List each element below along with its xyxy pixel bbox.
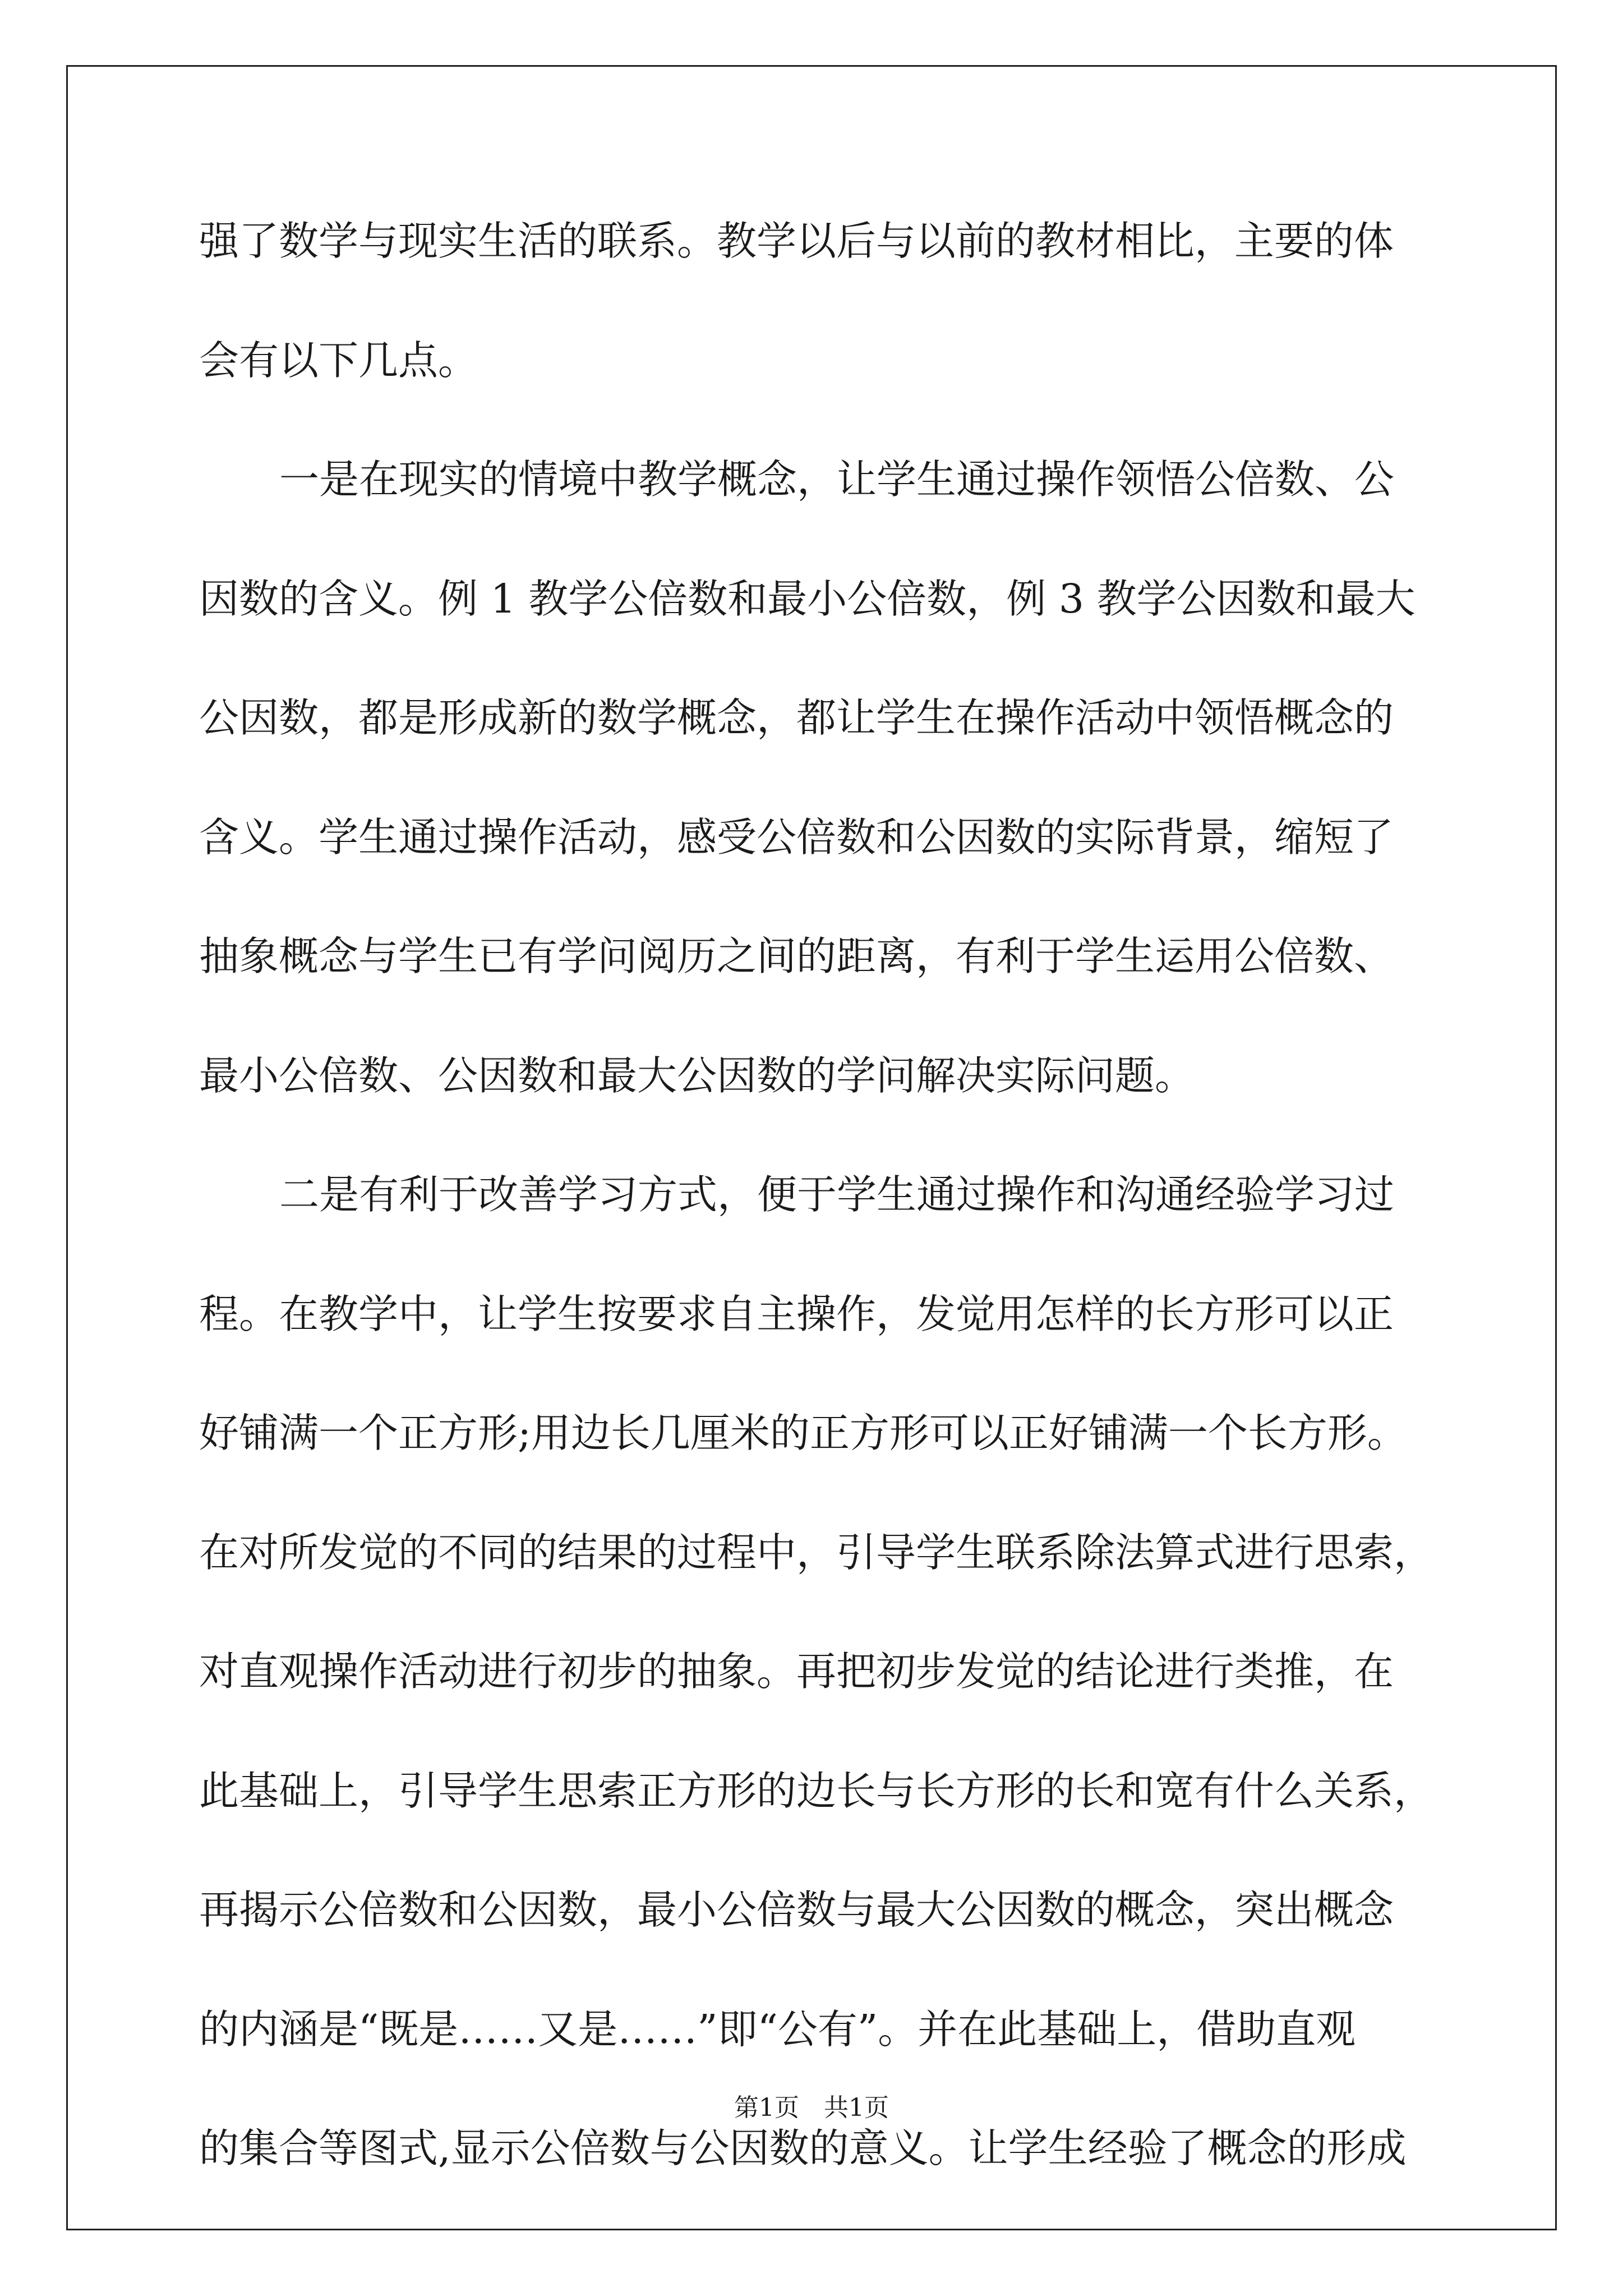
text-line: 的集合等图式,显示公倍数与公因数的意义。让学生经验了概念的形成 bbox=[199, 2125, 1407, 2171]
text-line: 好铺满一个正方形;用边长几厘米的正方形可以正好铺满一个长方形。 bbox=[199, 1410, 1407, 1456]
text-line: 含义。学生通过操作活动，感受公倍数和公因数的实际背景，缩短了 bbox=[199, 813, 1394, 861]
text-line: 在对所发觉的不同的结果的过程中，引导学生联系除法算式进行思索， bbox=[199, 1529, 1434, 1576]
text-line: 对直观操作活动进行初步的抽象。再把初步发觉的结论进行类推，在 bbox=[199, 1648, 1394, 1695]
text-line: 抽象概念与学生已有学问阅历之间的距离，有利于学生运用公倍数、 bbox=[199, 933, 1394, 979]
text-line: 会有以下几点。 bbox=[199, 337, 478, 384]
text-line: 最小公倍数、公因数和最大公因数的学问解决实际问题。 bbox=[199, 1052, 1195, 1099]
text-line: 强了数学与现实生活的联系。教学以后与以前的教材相比，主要的体 bbox=[199, 218, 1394, 264]
text-line: 程。在教学中，让学生按要求自主操作，发觉用怎样的长方形可以正 bbox=[199, 1290, 1394, 1337]
paragraph-start-line: 一是在现实的情境中教学概念，让学生通过操作领悟公倍数、公 bbox=[279, 456, 1395, 503]
text-line: 再揭示公倍数和公因数，最小公倍数与最大公因数的概念，突出概念 bbox=[199, 1887, 1394, 1933]
text-line: 此基础上，引导学生思索正方形的边长与长方形的长和宽有什么关系， bbox=[199, 1767, 1434, 1814]
page-number-footer: 第1页 共1页 bbox=[734, 2093, 889, 2122]
document-body bbox=[199, 208, 1434, 2234]
text-line: 公因数，都是形成新的数学概念，都让学生在操作活动中领悟概念的 bbox=[199, 694, 1394, 741]
text-line: 因数的含义。例 1 教学公倍数和最小公倍数，例 3 教学公因数和最大 bbox=[199, 575, 1415, 622]
paragraph-start-line: 二是有利于改善学习方式，便于学生通过操作和沟通经验学习过 bbox=[279, 1171, 1395, 1218]
text-line: 的内涵是“既是……又是……”即“公有”。并在此基础上，借助直观 bbox=[199, 2005, 1356, 2053]
